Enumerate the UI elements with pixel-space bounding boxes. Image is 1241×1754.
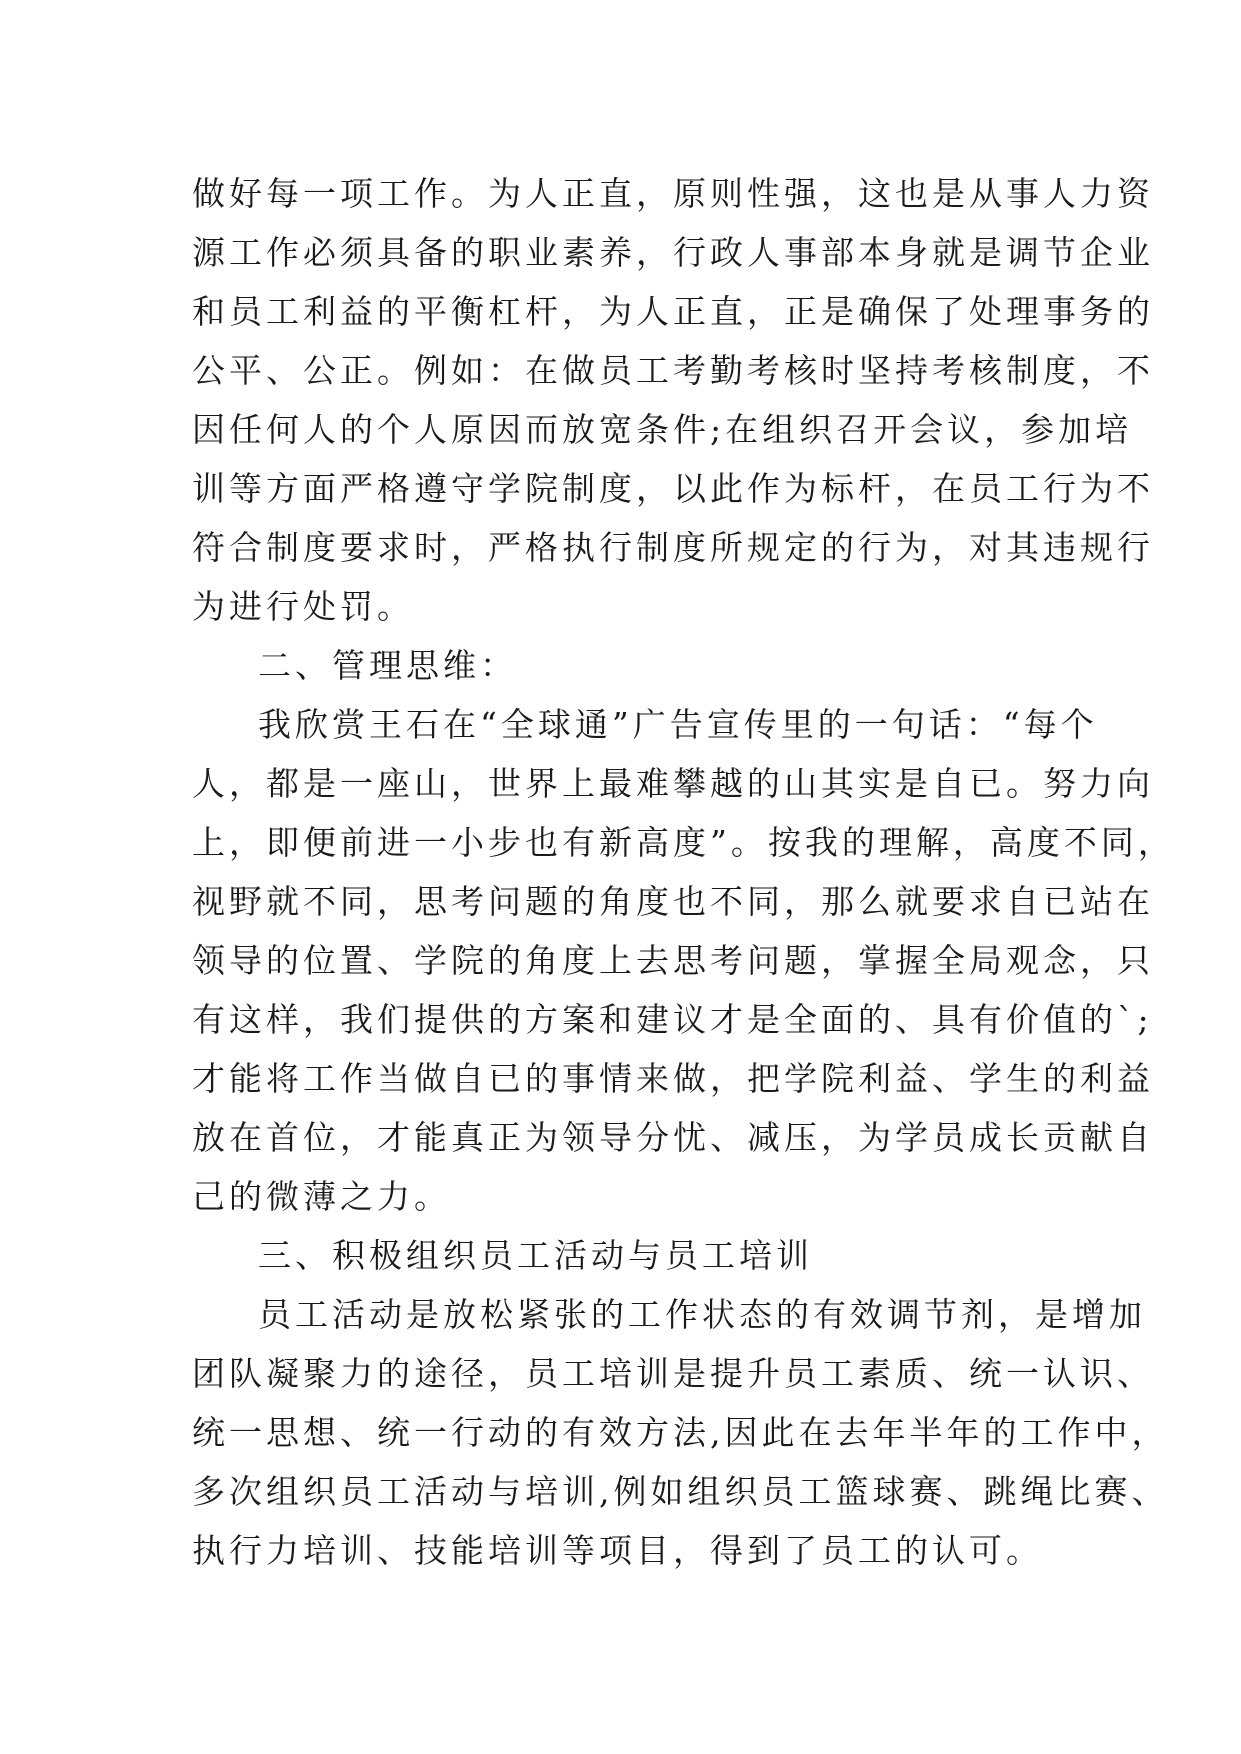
- text-line: 二、管理思维：: [258, 646, 517, 685]
- text-line: 为进行处罚。: [192, 587, 414, 626]
- text-line: 源工作必须具备的职业素养，行政人事部本身就是调节企业: [192, 233, 1154, 272]
- text-line: 有这样，我们提供的方案和建议才是全面的、具有价值的`;: [192, 1000, 1153, 1039]
- document-body: [192, 164, 1175, 1580]
- text-line: 符合制度要求时，严格执行制度所规定的行为，对其违规行: [192, 528, 1154, 567]
- text-line: 执行力培训、技能培训等项目，得到了员工的认可。: [192, 1531, 1043, 1570]
- text-line: 三、积极组织员工活动与员工培训: [258, 1236, 813, 1275]
- text-line: 多次组织员工活动与培训,例如组织员工篮球赛、跳绳比赛、: [192, 1472, 1169, 1511]
- text-line: 放在首位，才能真正为领导分忧、减压，为学员成长贡献自: [192, 1118, 1154, 1157]
- text-line: 己的微薄之力。: [192, 1177, 451, 1216]
- text-line: 和员工利益的平衡杠杆，为人正直，正是确保了处理事务的: [192, 292, 1154, 331]
- text-line: 统一思想、统一行动的有效方法,因此在去年半年的工作中，: [192, 1413, 1169, 1452]
- text-line: 领导的位置、学院的角度上去思考问题，掌握全局观念，只: [192, 941, 1154, 980]
- text-line: 才能将工作当做自已的事情来做，把学院利益、学生的利益: [192, 1059, 1154, 1098]
- text-line: 视野就不同，思考问题的角度也不同，那么就要求自已站在: [192, 882, 1154, 921]
- text-line: 训等方面严格遵守学院制度，以此作为标杆，在员工行为不: [192, 469, 1154, 508]
- text-line: 人，都是一座山，世界上最难攀越的山其实是自已。努力向: [192, 764, 1154, 803]
- text-line: 因任何人的个人原因而放宽条件;在组织召开会议，参加培: [192, 410, 1133, 449]
- text-line: 团队凝聚力的途径，员工培训是提升员工素质、统一认识、: [192, 1354, 1154, 1393]
- text-line: 公平、公正。例如：在做员工考勤考核时坚持考核制度，不: [192, 351, 1154, 390]
- text-line: 我欣赏王石在“全球通”广告宣传里的一句话：“每个: [258, 705, 1098, 744]
- text-line: 上，即便前进一小步也有新高度”。按我的理解，高度不同，: [192, 823, 1175, 862]
- text-line: 员工活动是放松紧张的工作状态的有效调节剂，是增加: [258, 1295, 1146, 1334]
- text-line: 做好每一项工作。为人正直，原则性强，这也是从事人力资: [192, 174, 1154, 213]
